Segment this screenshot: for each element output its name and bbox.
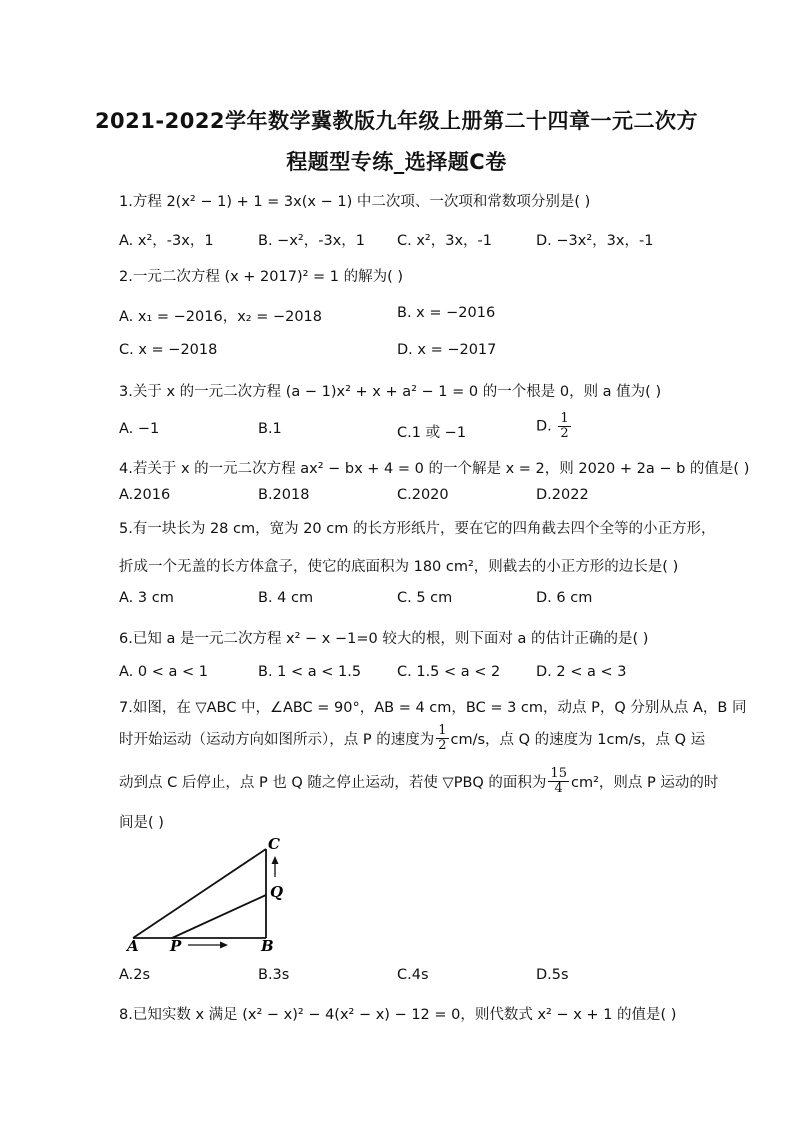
q7-option-c: C.4s [397, 967, 429, 983]
q7-option-a: A.2s [119, 967, 151, 983]
q7-stem-line2 [119, 724, 705, 753]
q6-option-c: C. 1.5 < a < 2 [397, 664, 501, 680]
q6-option-b: B. 1 < a < 1.5 [258, 664, 362, 680]
q7-stem-line3 [119, 767, 718, 796]
q6-stem: 6.已知 a 是一元二次方程 x² − x −1=0 较大的根，则下面对 a 的估计正确的是( ) [119, 631, 649, 647]
q4-option-c: C.2020 [397, 487, 449, 503]
q3-option-d [536, 412, 573, 441]
q7-triangle-figure [118, 835, 308, 960]
q7-stem-line4: 间是( ) [119, 815, 164, 831]
q5-option-d: D. 6 cm [536, 590, 593, 606]
q7-speed-fraction [436, 724, 448, 753]
q6-option-d: D. 2 < a < 3 [536, 664, 627, 680]
q4-option-d: D.2022 [536, 487, 589, 503]
q1-option-b: B. −x²，-3x，1 [258, 233, 365, 249]
q7-option-b: B.3s [258, 967, 290, 983]
q5-option-a: A. 3 cm [119, 590, 174, 606]
fraction-denominator: 2 [560, 426, 569, 441]
q2-option-a: A. x₁ = −2016，x₂ = −2018 [119, 309, 323, 325]
label-p: P [170, 937, 182, 955]
q3-stem: 3.关于 x 的一元二次方程 (a − 1)x² + x + a² − 1 = 0 的一个根是 0，则 a 值为( ) [119, 384, 662, 400]
q4-option-a: A.2016 [119, 487, 171, 503]
q2-option-d: D. x = −2017 [397, 342, 497, 358]
q4-stem: 4.若关于 x 的一元二次方程 ax² − bx + 4 = 0 的一个解是 x = 2，则 2020 + 2a − b 的值是( ) [119, 461, 750, 477]
label-a: A [127, 937, 139, 955]
q7-area-fraction [548, 767, 569, 796]
q3-option-c: C.1 或 −1 [397, 425, 467, 441]
q2-stem: 2.一元二次方程 (x + 2017)² = 1 的解为( ) [119, 269, 404, 285]
q3-option-a: A. −1 [119, 421, 160, 437]
fraction-numerator: 15 [550, 766, 567, 781]
label-c: C [268, 835, 280, 853]
q7-option-d: D.5s [536, 967, 569, 983]
q1-option-a: A. x²，-3x，1 [119, 233, 214, 249]
arrow-p-head [220, 942, 228, 949]
q5-stem-line2: 折成一个无盖的长方体盒子，使它的底面积为 180 cm²，则截去的小正方形的边长是( ) [119, 559, 679, 575]
page-title-line1: 2021-2022学年数学冀教版九年级上册第二十四章一元二次方 [94, 109, 699, 133]
fraction-numerator: 1 [560, 411, 569, 426]
q8-stem: 8.已知实数 x 满足 (x² − x)² − 4(x² − x) − 12 = 0，则代数式 x² − x + 1 的值是( ) [119, 1007, 677, 1023]
q7-stem-line1: 7.如图，在 ▽ABC 中，∠ABC = 90°，AB = 4 cm，BC = 3 cm，动点 P，Q 分别从点 A，B 同 [119, 700, 747, 716]
label-b: B [261, 937, 274, 955]
arrow-q-head [272, 856, 279, 864]
page-title-line2: 程题型专练_选择题C卷 [286, 150, 507, 174]
q3-option-d-fraction [558, 412, 570, 441]
q3-option-d-prefix: D. [536, 418, 552, 435]
q1-option-c: C. x²，3x，-1 [397, 233, 493, 249]
fraction-numerator: 1 [438, 723, 447, 738]
fraction-denominator: 4 [554, 781, 563, 796]
q5-option-b: B. 4 cm [258, 590, 314, 606]
q2-option-c: C. x = −2018 [119, 342, 218, 358]
fraction-denominator: 2 [438, 738, 447, 753]
q1-stem: 1.方程 2(x² − 1) + 1 = 3x(x − 1) 中二次项、一次项和常数项分别是( ) [119, 194, 591, 210]
q7-stem-line2-post: cm/s，点 Q 的速度为 1cm/s，点 Q 运 [450, 732, 706, 748]
q4-option-b: B.2018 [258, 487, 310, 503]
q3-option-b: B.1 [258, 421, 282, 437]
q6-option-a: A. 0 < a < 1 [119, 664, 208, 680]
label-q: Q [270, 883, 284, 901]
q1-option-d: D. −3x²，3x，-1 [536, 233, 654, 249]
q2-option-b: B. x = −2016 [397, 305, 496, 321]
q7-stem-line3-pre: 动到点 C 后停止，点 P 也 Q 随之停止运动，若使 ▽PBQ 的面积为 [119, 775, 547, 791]
q7-stem-line2-pre: 时开始运动（运动方向如图所示），点 P 的速度为 [119, 732, 435, 748]
q5-stem-line1: 5.有一块长为 28 cm，宽为 20 cm 的长方形纸片，要在它的四角截去四个全等的小正方形， [119, 521, 716, 537]
q7-stem-line3-post: cm²，则点 P 运动的时 [570, 775, 719, 791]
q5-option-c: C. 5 cm [397, 590, 453, 606]
